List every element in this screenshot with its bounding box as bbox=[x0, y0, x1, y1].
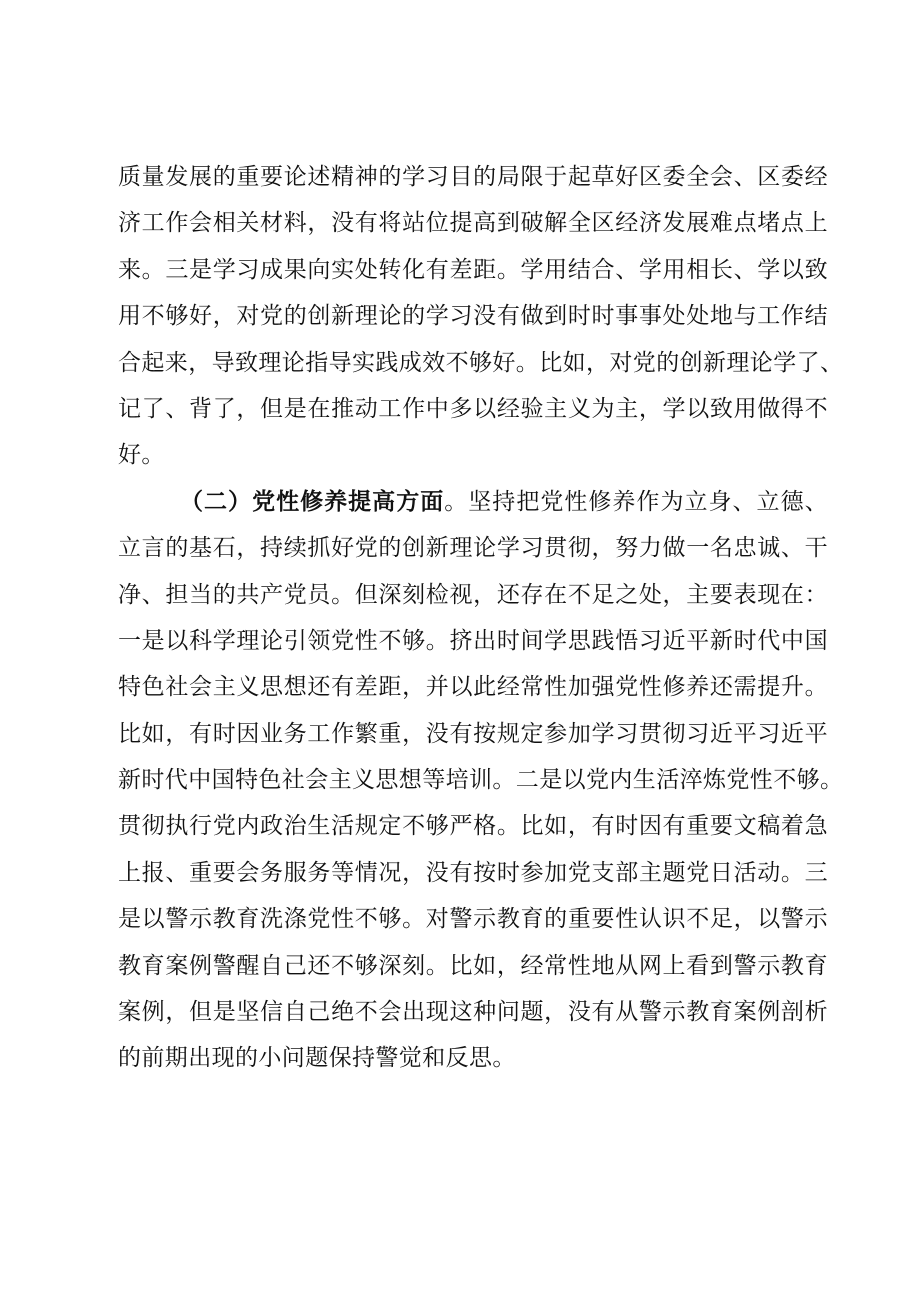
text-line: 记了、背了，但是在推动工作中多以经验主义为主，学以致用做得不 bbox=[118, 395, 828, 422]
paragraph-party-spirit bbox=[118, 479, 844, 1082]
paragraph-study bbox=[118, 154, 844, 479]
text-line: 合起来，导致理论指导实践成效不够好。比如，对党的创新理论学了、 bbox=[118, 349, 844, 376]
text-line: 来。三是学习成果向实处转化有差距。学用结合、学用相长、学以致 bbox=[118, 256, 828, 283]
paragraph-first-line bbox=[118, 479, 828, 525]
text-line: 教育案例警醒自己还不够深刻。比如，经常性地从网上看到警示教育 bbox=[118, 952, 828, 979]
text-line: 好。 bbox=[118, 442, 165, 469]
section-heading: （二）党性修养提高方面 bbox=[180, 487, 445, 515]
text-line: 上报、重要会务服务等情况，没有按时参加党支部主题党日活动。三 bbox=[118, 859, 828, 886]
heading-continuation: 。坚持把党性修养作为立身、立德、 bbox=[444, 488, 828, 515]
text-line: 是以警示教育洗涤党性不够。对警示教育的重要性认识不足，以警示 bbox=[118, 906, 828, 933]
text-line: 贯彻执行党内政治生活规定不够严格。比如，有时因有重要文稿着急 bbox=[118, 813, 828, 840]
text-line: 特色社会主义思想还有差距，并以此经常性加强党性修养还需提升。 bbox=[118, 674, 828, 701]
body-text bbox=[118, 154, 844, 1082]
text-line: 的前期出现的小问题保持警觉和反思。 bbox=[118, 1045, 516, 1072]
text-line: 案例，但是坚信自己绝不会出现这种问题，没有从警示教育案例剖析 bbox=[118, 999, 828, 1026]
text-line: 质量发展的重要论述精神的学习目的局限于起草好区委全会、区委经 bbox=[118, 164, 828, 190]
text-line: 一是以科学理论引领党性不够。挤出时间学思践悟习近平新时代中国 bbox=[118, 627, 828, 654]
text-line: 净、担当的共产党员。但深刻检视，还存在不足之处，主要表现在： bbox=[118, 581, 828, 608]
text-line: 新时代中国特色社会主义思想等培训。二是以党内生活淬炼党性不够。 bbox=[118, 767, 844, 794]
text-line: 立言的基石，持续抓好党的创新理论学习贯彻，努力做一名忠诚、干 bbox=[118, 535, 828, 562]
text-line: 用不够好，对党的创新理论的学习没有做到时时事事处处地与工作结 bbox=[118, 303, 828, 330]
text-line: 比如，有时因业务工作繁重，没有按规定参加学习贯彻习近平习近平 bbox=[118, 720, 828, 747]
text-line: 济工作会相关材料，没有将站位提高到破解全区经济发展难点堵点上 bbox=[118, 210, 828, 237]
